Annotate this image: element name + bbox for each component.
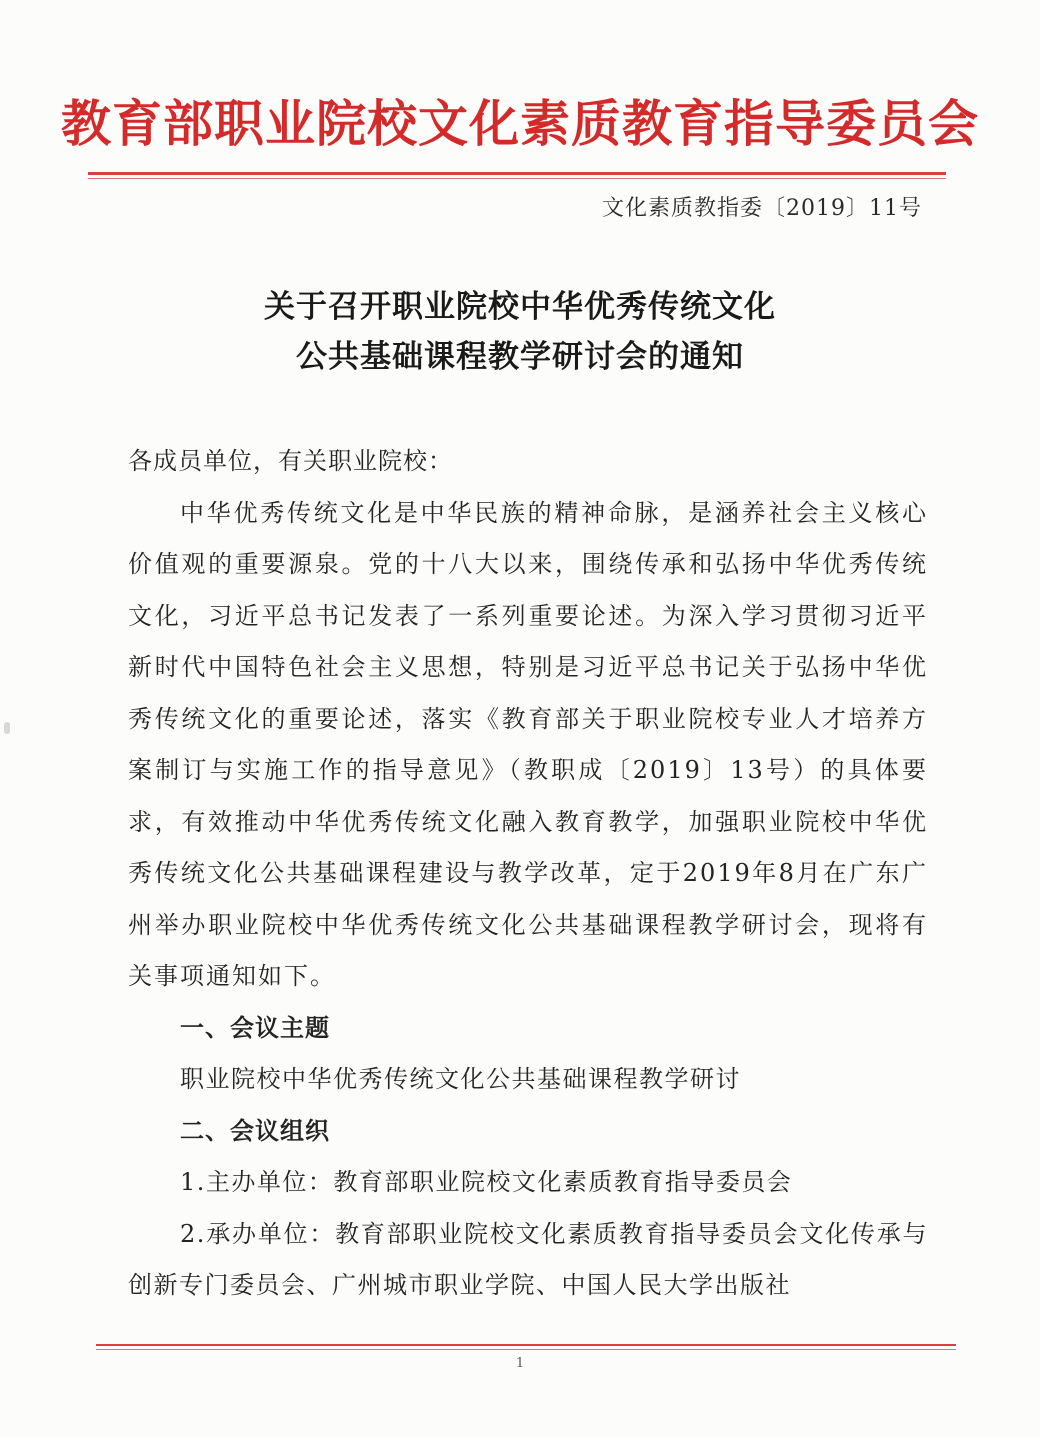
section-2-heading: 二、会议组织 [180, 1116, 330, 1145]
notice-title-line-1: 关于召开职业院校中华优秀传统文化 [264, 289, 776, 325]
header-red-rule-thin [88, 178, 946, 179]
section-1-heading: 一、会议主题 [180, 1013, 330, 1042]
intro-paragraph: 中华优秀传统文化是中华民族的精神命脉，是涵养社会主义核心价值观的重要源泉。党的十八大以来，围绕传承和弘扬中华优秀传统文化，习近平总书记发表了一系列重要论述。为深入学习贯彻习近平新时代中国特色社会主义思想，特别是习近平总书记关于弘扬中华优秀传统文化的重要论述，落实《教育部关于职业院校专业人才培养方案制订与实施工作的指导意见》（教职成〔2019〕13号）的具体要求，有效推动中华优秀传统文化融入教育教学，加强职业院校中华优秀传统文化公共基础课程建设与教学改革，定于2019年8月在广东广州举办职业院校中华优秀传统文化公共基础课程教学研讨会，现将有关事项通知如下。 [128, 498, 928, 990]
org-header-title: 教育部职业院校文化素质教育指导委员会 [61, 95, 979, 153]
salutation: 各成员单位，有关职业院校： [128, 447, 453, 475]
section-2-item-1: 1.主办单位：教育部职业院校文化素质教育指导委员会 [180, 1168, 793, 1196]
scan-mark [4, 722, 10, 734]
notice-title [80, 282, 960, 382]
notice-body [128, 436, 928, 1312]
footer-red-rule-thin [96, 1349, 956, 1350]
section-1-text: 职业院校中华优秀传统文化公共基础课程教学研讨 [180, 1065, 741, 1093]
footer-red-rule [96, 1344, 956, 1346]
section-2-item-2: 2.承办单位：教育部职业院校文化素质教育指导委员会文化传承与创新专门委员会、广州城市职业学院、中国人民大学出版社 [128, 1219, 928, 1299]
header-red-rule [88, 172, 946, 175]
document-number: 文化素质教指委〔2019〕11号 [602, 196, 922, 221]
notice-title-line-2: 公共基础课程教学研讨会的通知 [296, 339, 744, 375]
page-number: 1 [515, 1356, 525, 1371]
